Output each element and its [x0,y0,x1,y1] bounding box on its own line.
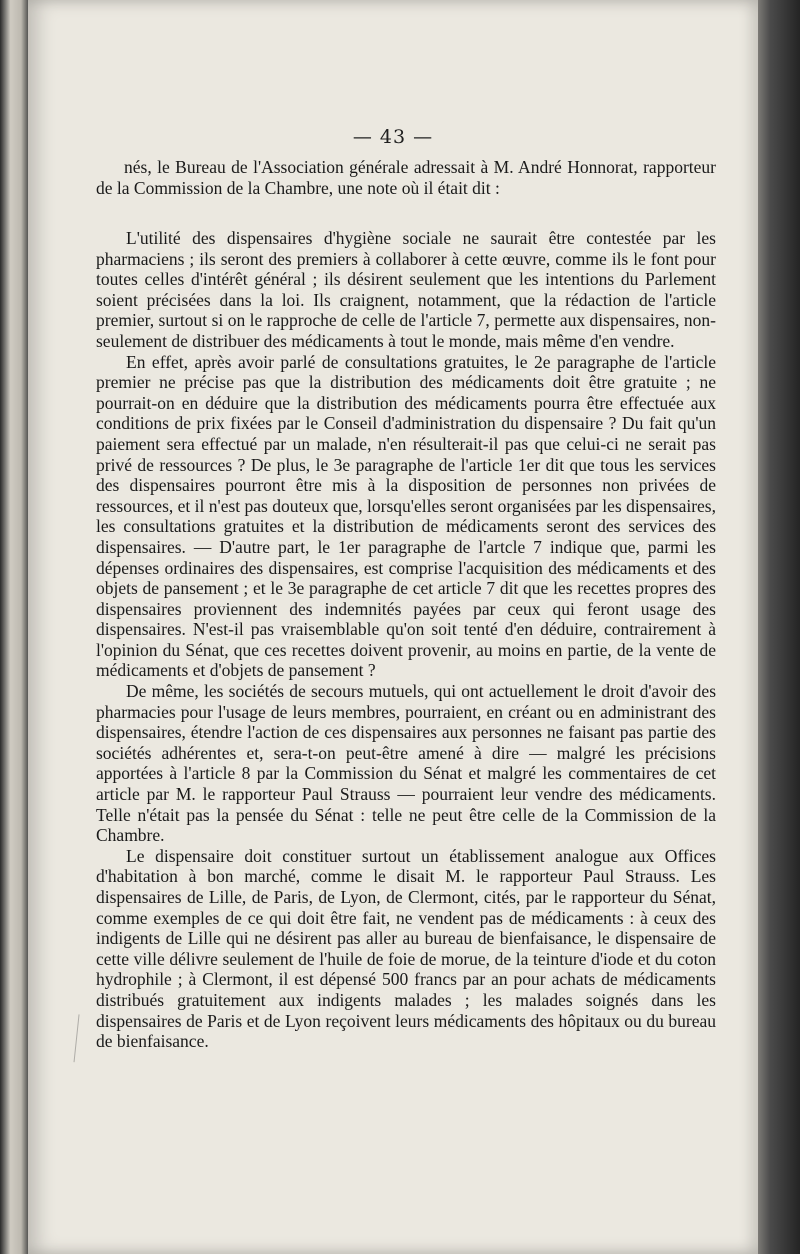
document-page [28,0,758,1254]
left-page-edge [0,0,30,1254]
paragraph-2: En effet, après avoir parlé de consultations gratuites, le 2e paragraphe de l'article premier ne précise pas que la distribution des médicaments doit être gratuite ; ne pourrait-on en déduire que la distribution des médicaments pourra être effectuée aux conditions de prix fixées par le Conseil d'administration du dispensaire ? Du fait qu'un paiement sera effectué par un malade, n'en résulterait-il pas que celui-ci ne serait pas privé de ressources ? De plus, le 3e paragraphe de l'article 1er dit que tous les services des dispensaires pourront être mis à la disposition de personnes non privées de ressources, et il n'est pas douteux que, lorsqu'elles seront organisées par les dispensaires, les consultations gratuites et la distribution de médicaments seront des services des dispensaires. — D'autre part, le 1er paragraphe de l'artcle 7 indique que, parmi les dépenses ordinaires des dispensaires, est comprise l'acquisition des médicaments et des objets de pansement ; et le 3e paragraphe de cet article 7 dit que les recettes propres des dispensaires proviennent des indemnités payées par ceux qui feront usage des dispensaires. N'est-il pas vraisemblable qu'on soit tenté d'en déduire, contrairement à l'opinion du Sénat, que ces recettes doivent provenir, au moins en partie, de la vente de médicaments et d'objets de pansement ? [96,351,716,681]
paragraph-1: L'utilité des dispensaires d'hygiène sociale ne saurait être contestée par les pharmaciens ; ils seront des premiers à collaborer à cette œuvre, comme ils le font pour toutes celles d'intérêt général ; ils désirent seulement que les intentions du Parlement soient précisées dans la loi. Ils craignent, notamment, que la rédaction de l'article premier, surtout si on le rapproche de celle de l'article 7, permette aux dispensaires, non-seulement de distribuer des médicaments à tout le monde, mais même d'en vendre. [96,228,716,351]
intro-paragraph: nés, le Bureau de l'Association générale adressait à M. André Honnorat, rapporteur de la Commission de la Chambre, une note où il était dit : [96,157,716,198]
pencil-mark [74,1014,94,1063]
right-book-shadow [754,0,800,1254]
paragraph-4: Le dispensaire doit constituer surtout un établissement analogue aux Offices d'habitation à bon marché, comme le disait M. le rapporteur Paul Strauss. Les dispensaires de Lille, de Paris, de Lyon, de Clermont, cités, par le rapporteur du Sénat, comme exemples de ce qui doit être fait, ne vendent pas de médicaments : à ceux des indigents de Lille qui ne désirent pas aller au bureau de bienfaisance, le dispensaire de cette ville délivre seulement de l'huile de foie de morue, de la teinture d'iode et du coton hydrophile ; à Clermont, il est dépensé 500 francs par an pour achats de médicaments distribués gratuitement aux indigents malades ; les malades soignés dans les dispensaires de Paris et de Lyon reçoivent leurs médicaments des hôpitaux ou du bureau de bienfaisance. [96,845,716,1052]
intro-text-block [96,157,716,198]
page-number: — 43 — [352,126,434,148]
quoted-note-body [96,228,716,1052]
paragraph-3: De même, les sociétés de secours mutuels, qui ont actuellement le droit d'avoir des pharmacies pour l'usage de leurs membres, pourraient, en créant ou en administrant des dispensaires, étendre l'action de ces dispensaires aux personnes ne faisant pas partie des sociétés adhérentes et, sera-t-on peut-être amené à dire — malgré les précisions apportées à l'article 8 par la Commission du Sénat et malgré les commentaires de cet article par M. le rapporteur Paul Strauss — pourraient leur vendre des médicaments. Telle n'était pas la pensée du Sénat : telle ne peut être celle de la Commission de la Chambre. [96,681,716,846]
